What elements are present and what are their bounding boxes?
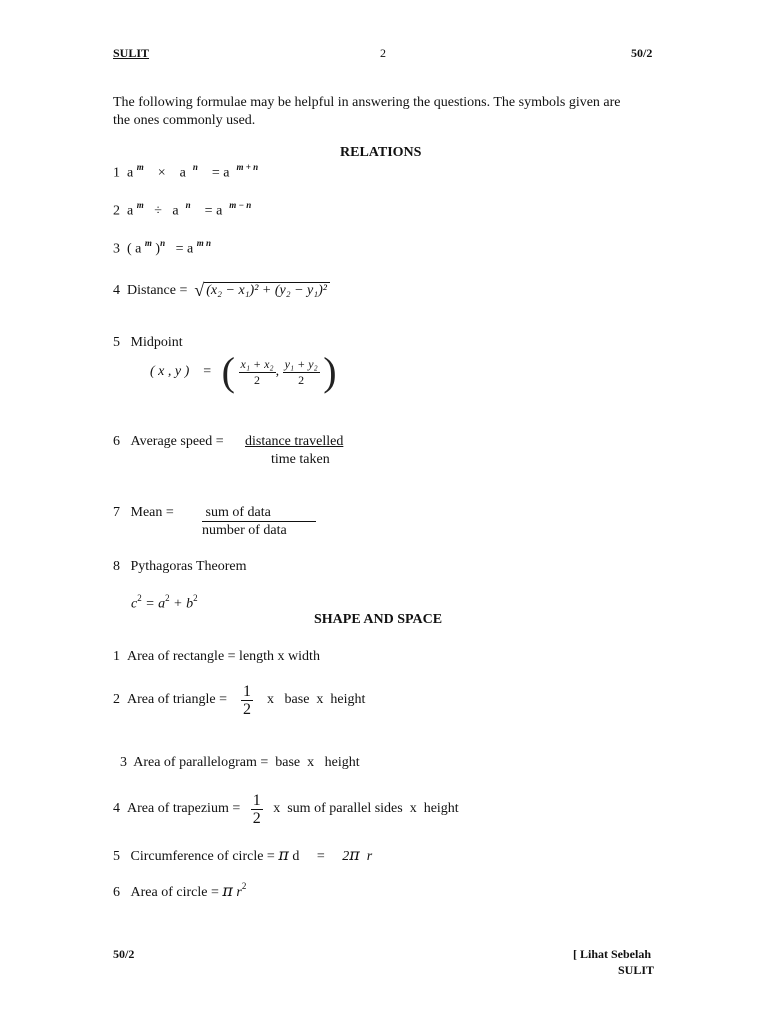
- mean-numerator: [202, 505, 316, 522]
- half-fraction: [251, 792, 263, 827]
- circle-area-label: Area of circle =: [130, 885, 219, 900]
- fraction-denominator: 2: [252, 809, 261, 827]
- shape-formula-5: [113, 845, 372, 865]
- var-b: b: [186, 596, 194, 612]
- formula-5-expression: ( x , y ) = ( $\frac{\text{x₁ + x₂}}{2}$ , $\frac{\text{y₁ + y₂}}{2}$ ): [150, 349, 337, 394]
- formula-number: 3: [120, 755, 127, 770]
- equals: =: [211, 165, 220, 181]
- midpoint-lhs: ( x , y ): [150, 364, 190, 379]
- var-r: r: [366, 849, 373, 864]
- shape-formula-2: [113, 682, 365, 718]
- exp-n: n: [160, 238, 166, 248]
- mean-numerator-text: sum of data: [205, 505, 271, 520]
- exp-sum: m + n: [236, 162, 259, 172]
- fraction-denominator: 2: [254, 372, 261, 387]
- formula-7: [113, 505, 174, 521]
- shape-formula-3: [113, 739, 360, 771]
- fraction-x: [239, 357, 276, 388]
- var-c: c: [131, 596, 138, 612]
- pythagoras-label: Pythagoras Theorem: [130, 559, 247, 574]
- formula-number: 4: [113, 801, 120, 816]
- intro-line-2: the ones commonly used.: [113, 113, 256, 128]
- square-root-icon: √: [194, 280, 205, 300]
- fraction-numerator: 1: [243, 682, 252, 700]
- trapezium-area-label: Area of trapezium =: [127, 801, 241, 816]
- formula-number: 7: [113, 505, 120, 520]
- left-paren-icon: (: [221, 349, 235, 394]
- formula-5-label: [113, 335, 183, 351]
- pi-symbol: π: [349, 845, 360, 864]
- exp-m: m: [136, 200, 144, 210]
- exp-n: n: [185, 200, 191, 210]
- distance-expression: (x₂ − x₁)² + (y₂ − y₁)²: [204, 282, 330, 299]
- formula-number: 6: [113, 434, 120, 449]
- relations-title: RELATIONS: [340, 145, 422, 160]
- equals: =: [204, 203, 213, 219]
- parallelogram-area-text: Area of parallelogram = base x height: [133, 755, 360, 770]
- formula-number: 2: [113, 203, 120, 219]
- base-a: a: [179, 165, 186, 181]
- formula-number: 8: [113, 559, 120, 574]
- right-paren-icon: ): [323, 349, 337, 394]
- shape-formula-1: [113, 649, 320, 665]
- number-two: 2: [342, 849, 350, 864]
- exp-m: m: [144, 238, 152, 248]
- equals: =: [316, 849, 325, 864]
- formula-2: [113, 201, 251, 220]
- base-a: a: [216, 203, 223, 219]
- formula-number: 1: [113, 649, 120, 664]
- triangle-area-label: Area of triangle =: [127, 692, 228, 707]
- average-speed-label: Average speed =: [130, 434, 224, 449]
- midpoint-label: Midpoint: [130, 335, 183, 350]
- base-a: a: [127, 203, 134, 219]
- circumference-label: Circumference of circle =: [130, 849, 275, 864]
- base-a: a: [127, 165, 134, 181]
- shape-space-title: SHAPE AND SPACE: [314, 612, 443, 627]
- formula-number: 5: [113, 849, 120, 864]
- half-fraction: [241, 683, 253, 718]
- times-symbol: ×: [157, 165, 166, 181]
- triangle-area-rest: x base x height: [267, 692, 366, 707]
- equals-a: = a: [175, 241, 194, 257]
- formula-number: 3: [113, 241, 120, 257]
- pi-symbol: π: [278, 845, 289, 864]
- page-number: 2: [380, 46, 386, 60]
- var-a: a: [158, 596, 166, 612]
- formula-6: [113, 434, 224, 450]
- exp-m: m: [136, 162, 144, 172]
- fraction-numerator: x₁ + x₂: [240, 356, 274, 371]
- intro-line-1: The following formulae may be helpful in answering the questions. The symbols given are: [113, 95, 621, 110]
- footer-next-page: [ Lihat Sebelah: [573, 947, 652, 961]
- formula-number: 2: [113, 692, 120, 707]
- fraction-denominator: 2: [298, 372, 305, 387]
- open-paren-a: ( a: [127, 241, 142, 257]
- formula-3: [113, 239, 211, 258]
- fraction-denominator: 2: [243, 700, 252, 718]
- rectangle-area-text: Area of rectangle = length x width: [127, 649, 320, 664]
- mean-label: Mean =: [130, 505, 174, 520]
- exp-difference: m − n: [229, 200, 252, 210]
- equals: =: [203, 364, 212, 379]
- speed-numerator: distance travelled: [245, 434, 344, 449]
- shape-formula-4: [113, 791, 459, 827]
- fraction-numerator: 1: [252, 791, 261, 809]
- exp-product: m n: [196, 238, 211, 248]
- base-a: a: [172, 203, 179, 219]
- header-code: 50/2: [631, 46, 653, 60]
- formula-number: 5: [113, 335, 120, 350]
- speed-denominator: time taken: [271, 452, 330, 467]
- formula-8: [113, 559, 247, 575]
- fraction-y: [283, 357, 320, 388]
- formula-1: [113, 163, 258, 182]
- shape-formula-6: 6 Area of circle = π $r^2$: [113, 881, 247, 900]
- distance-label: Distance =: [127, 283, 188, 298]
- header-sulit: SULIT: [113, 46, 150, 60]
- base-a: a: [223, 165, 230, 181]
- formula-number: 1: [113, 165, 120, 181]
- formula-number: 4: [113, 283, 120, 298]
- pythagoras-formula: $c^2 = a^2 + b^2$: [131, 593, 198, 612]
- var-d: d: [292, 849, 300, 864]
- formula-4: [113, 278, 330, 299]
- formula-number: 6: [113, 885, 120, 900]
- divide-symbol: ÷: [154, 203, 162, 219]
- pi-symbol: π: [222, 881, 233, 900]
- footer-code: 50/2: [113, 947, 135, 961]
- var-r: r: [236, 885, 242, 900]
- fraction-numerator: y₁ + y₂: [284, 356, 318, 371]
- close-paren: ): [155, 241, 161, 257]
- footer-sulit: SULIT: [618, 963, 655, 977]
- exp-n: n: [192, 162, 198, 172]
- trapezium-area-rest: x sum of parallel sides x height: [273, 801, 459, 816]
- mean-denominator: number of data: [202, 523, 287, 538]
